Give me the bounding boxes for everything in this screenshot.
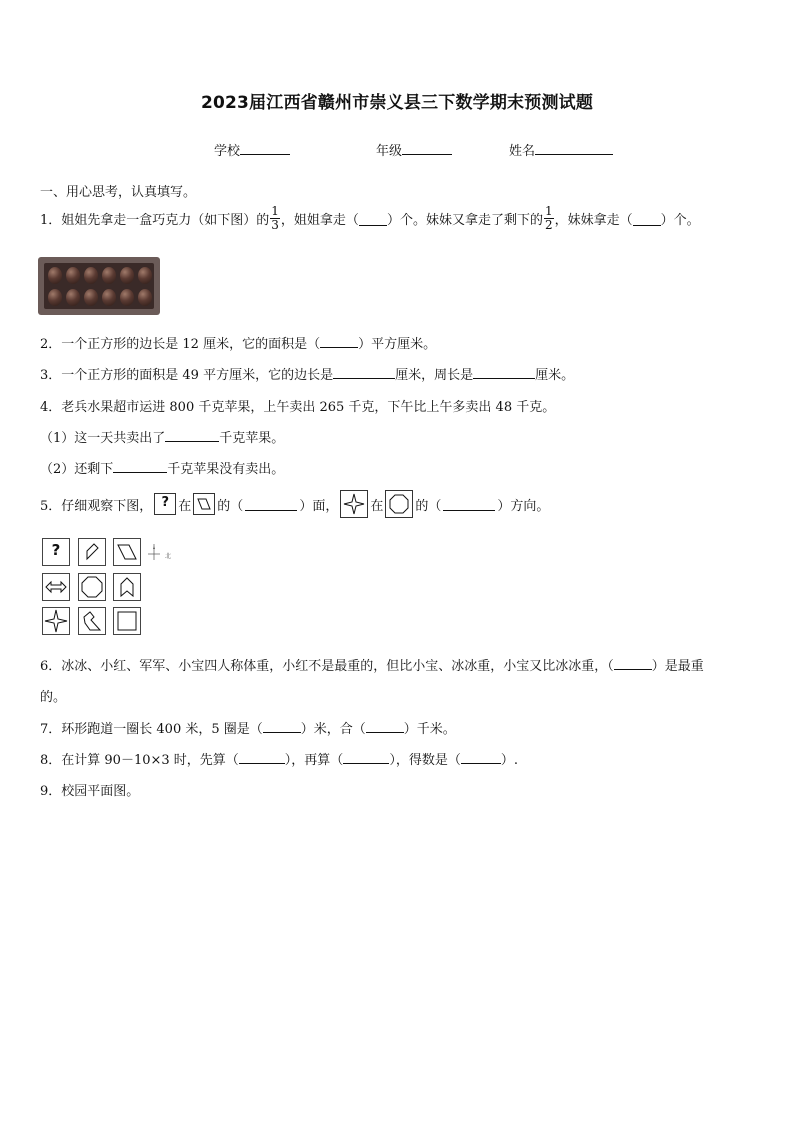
chocolate-piece [48,267,62,284]
q1-text-e: ）个。 [660,213,700,228]
question-9: 9．校园平面图。 [40,784,140,799]
q6-text-b: ）是最重 [651,659,704,674]
q3-blank-1[interactable] [333,365,395,379]
grade-label: 年级 [376,144,403,159]
section-heading: 一、用心思考，认真填写。 [40,185,197,200]
parallelogram-box [193,493,215,515]
chocolate-piece [48,289,62,306]
question-6 [40,655,704,674]
grade-field [376,140,452,159]
q7-text-a: 7．环形跑道一圈长 400 米，5 圈是（ [40,722,263,737]
q4-s1-text-b: 千克苹果。 [219,431,285,446]
octagon-icon [386,491,412,517]
q1-blank-1[interactable] [359,212,387,226]
four-point-star-icon [341,491,367,517]
question-6-continued: 的。 [40,690,67,705]
q5-blank-1[interactable] [245,497,297,511]
q3-text-a: 3．一个正方形的面积是 49 平方厘米，它的边长是 [40,368,334,383]
grid-cell-star [42,607,70,635]
q7-blank-1[interactable] [263,719,301,733]
q4-s2-text-b: 千克苹果没有卖出。 [167,462,285,477]
fraction-one-third: $\frac{1}{3}$ [271,204,279,232]
q8-text-c: ），得数是（ [389,753,461,768]
star-box [340,490,368,518]
q8-text-a: 8．在计算 90－10×3 时，先算（ [40,753,239,768]
parallelogram-icon [114,539,140,565]
chocolate-piece [138,267,152,284]
notched-pentagon-icon [114,574,140,600]
q5-text-f: 的（ [415,498,442,514]
name-blank[interactable] [535,141,613,155]
q3-text-b: 厘米，周长是 [395,368,474,383]
question-4: 4．老兵水果超市运进 800 千克苹果，上午卖出 265 千克，下午比上午多卖出 48 千克。 [40,400,556,415]
question-1 [40,205,700,232]
q5-text-c: 的（ [217,498,244,514]
chocolate-piece [102,267,116,284]
school-blank[interactable] [240,141,290,155]
q5-text-e: 在 [370,498,384,514]
chocolate-piece [120,289,134,306]
grid-cell-square [113,607,141,635]
question-3 [40,364,574,383]
question-4-part-1 [40,427,284,446]
name-field [509,140,613,159]
compass-north-label: 北 [165,553,172,560]
q4-s1-text-a: （1）这一天共卖出了 [40,431,166,446]
q4-s2-text-a: （2）还剩下 [40,462,114,477]
question-mark-icon: ? [161,495,170,510]
q8-blank-2[interactable] [343,750,389,764]
q1-text-c: ）个。妹妹又拿走了剩下的 [386,213,543,228]
school-label: 学校 [214,144,241,159]
arrow-shape-icon [79,608,105,634]
chocolate-piece [102,289,116,306]
q1-blank-2[interactable] [633,212,661,226]
four-point-star-icon [43,608,69,634]
q3-blank-2[interactable] [473,365,535,379]
question-2 [40,333,436,352]
q8-blank-3[interactable] [461,750,501,764]
q2-text-a: 2．一个正方形的边长是 12 厘米，它的面积是（ [40,337,321,352]
question-4-part-2 [40,458,284,477]
q4-blank-2[interactable] [113,459,167,473]
chocolate-piece [138,289,152,306]
fraction-one-half: $\frac{1}{2}$ [544,204,553,232]
q2-blank[interactable] [320,334,358,348]
q5-text-b: 在 [178,498,192,514]
q2-text-b: ）平方厘米。 [358,337,437,352]
grid-cell-double-arrow [42,573,70,601]
q3-text-c: 厘米。 [535,368,575,383]
chocolate-piece [84,289,98,306]
q4-blank-1[interactable] [165,428,219,442]
q5-text-g: ）方向。 [497,498,550,514]
q1-text-a: 1．姐姐先拿走一盒巧克力（如下图）的 [40,213,270,228]
grid-cell-leaf [78,538,106,566]
q7-blank-2[interactable] [366,719,404,733]
q1-text-b: ，姐姐拿走（ [280,213,359,228]
octagon-box [385,490,413,518]
q6-blank[interactable] [614,656,652,670]
leaf-shape-icon [79,539,105,565]
compass-icon [146,538,172,564]
name-label: 姓名 [509,144,536,159]
q7-text-b: ）米，合（ [300,722,366,737]
question-5 [40,490,549,518]
q6-text-a: 6．冰冰、小红、军军、小宝四人称体重，小红不是最重的，但比小宝、冰冰重，小宝又比冰冰重，（ [40,659,614,674]
q1-text-d: ，妹妹拿走（ [554,213,633,228]
q5-text-a: 5．仔细观察下图， [40,498,153,514]
q8-blank-1[interactable] [239,750,285,764]
grid-cell-question [42,538,70,566]
square-icon [114,608,140,634]
grid-cell-pentagon [113,573,141,601]
question-mark-box [154,493,176,515]
double-arrow-icon [43,574,69,600]
chocolate-piece [66,267,80,284]
q5-blank-2[interactable] [443,497,495,511]
question-mark-icon: ? [51,541,61,559]
parallelogram-icon [194,494,214,514]
chocolate-box-image [38,257,160,315]
grade-blank[interactable] [402,141,452,155]
grid-cell-parallelogram [113,538,141,566]
q8-text-b: ），再算（ [284,753,344,768]
q5-text-d: ）面， [299,498,339,514]
chocolate-piece [84,267,98,284]
q7-text-c: ）千米。 [403,722,456,737]
q8-text-d: ）. [500,753,518,768]
chocolate-piece [120,267,134,284]
grid-cell-octagon [78,573,106,601]
chocolate-tray [44,263,154,309]
chocolate-piece [66,289,80,306]
school-field [214,140,290,159]
grid-cell-arrow-shape [78,607,106,635]
page-title: 2023届江西省赣州市崇义县三下数学期末预测试题 [200,93,594,113]
octagon-icon [79,574,105,600]
question-7 [40,718,456,737]
question-8 [40,749,518,768]
